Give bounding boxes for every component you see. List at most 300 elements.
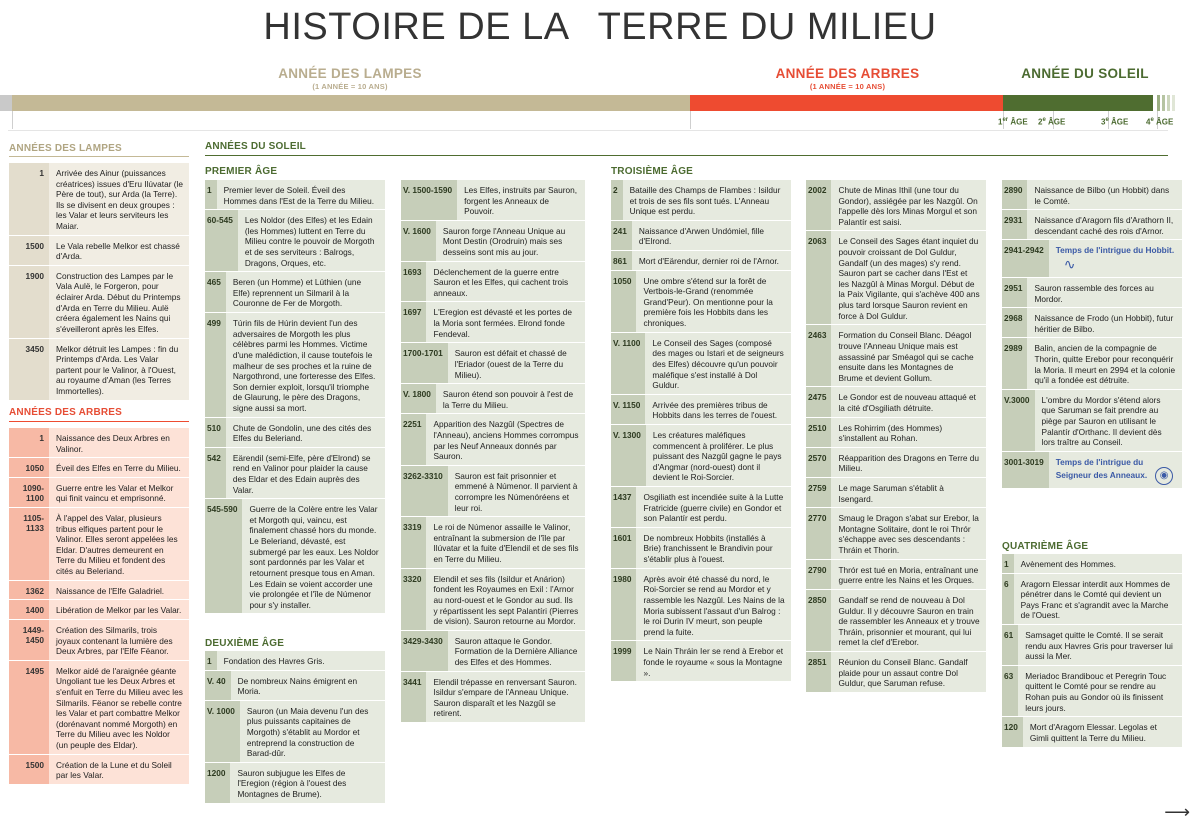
timeline-row [205, 651, 385, 671]
row-year: 2850 [806, 590, 831, 651]
timeline-row [806, 478, 986, 508]
row-year: 1362 [9, 581, 49, 600]
row-year: 1105-1133 [9, 508, 49, 580]
row-event [242, 499, 385, 613]
section-title-second-age: DEUXIÈME ÂGE [205, 638, 285, 649]
timeline-row [611, 425, 791, 487]
timeline-row [611, 221, 791, 251]
row-event [645, 395, 791, 424]
row-event [238, 210, 385, 271]
lamps-table [9, 163, 189, 401]
row-event-text: Mort d'Aragorn Elessar. Legolas et Gimli quittent la Terre du Milieu. [1029, 722, 1157, 743]
row-year: 1437 [611, 487, 636, 527]
row-year: 3320 [401, 569, 426, 630]
timeline-row [9, 600, 189, 620]
timeline-row [1002, 717, 1182, 747]
timeline-row [9, 581, 189, 601]
timeline-row [9, 236, 189, 266]
age-label-4: 4e ÂGE [1146, 117, 1174, 127]
trees-table [9, 428, 189, 785]
row-event [448, 631, 585, 671]
row-year: 1700-1701 [401, 343, 448, 383]
fourth-age-table [1002, 554, 1182, 748]
row-year: 1050 [611, 271, 636, 332]
row-event-text: Sauron rassemble des forces au Mordor. [1034, 282, 1154, 304]
row-event [831, 478, 986, 507]
timeline-row [1002, 240, 1182, 278]
row-year: 1980 [611, 569, 636, 641]
row-year: 241 [611, 221, 632, 250]
row-event-text: Apparition des Nazgûl (Spectres de l'Anneau), anciens Hommes corrompus par les Neuf Anneaux donnés par Sauron. [433, 419, 579, 462]
third-age-table-a [611, 180, 791, 682]
section-title-first-age: PREMIER ÂGE [205, 166, 278, 177]
timeline-row [9, 661, 189, 755]
timeline-row [401, 302, 585, 343]
row-event-text: Le roi de Númenor assaille le Valinor, entraînant la submersion de l'île par Ilúvatar et la fuite d'Elendil et de ses fils en Terre du Milieu. [433, 522, 579, 565]
row-event-text: Melkor aidé de l'araignée géante Ungoliant tue les Deux Arbres et s'enfuit en Terre du Milieu avec les Silmarils. Fëanor se rebelle contre les Valar et part combattre Melkor (dorénavant nommé Morgoth) en Terre du Milieu avec les Noldor (un peuple des Eldar). [56, 665, 183, 751]
timeline-row [1002, 308, 1182, 338]
row-year: V. 1600 [401, 221, 436, 261]
timeline-row [205, 763, 385, 804]
row-year: 542 [205, 448, 226, 498]
timeline-row [806, 560, 986, 590]
timeline-row [1002, 390, 1182, 452]
row-event [426, 302, 585, 342]
row-event [645, 333, 791, 394]
row-event [1014, 574, 1182, 624]
row-year: 2475 [806, 387, 831, 416]
row-year: 3429-3430 [401, 631, 448, 671]
row-event [217, 651, 385, 670]
row-event [448, 343, 585, 383]
row-event [1023, 717, 1182, 746]
row-year: V. 1300 [611, 425, 646, 486]
row-event [426, 517, 585, 567]
age-label-3: 3e ÂGE [1101, 117, 1129, 127]
section-title-lamps: ANNÉES DES LAMPES [9, 143, 122, 154]
row-year: 61 [1002, 625, 1018, 665]
row-event-text: Premier lever de Soleil. Éveil des Hommes dans l'Est de la Terre du Milieu. [223, 185, 375, 206]
row-event [646, 425, 791, 486]
timeline-row [401, 262, 585, 303]
row-year: 861 [611, 251, 632, 270]
timeline-tick [690, 111, 691, 129]
row-event-text: Réunion du Conseil Blanc. Gandalf plaide pour un assaut contre Dol Guldur, que Saruman refuse. [838, 656, 968, 689]
timeline-row [9, 163, 189, 236]
first-age-table [205, 180, 385, 614]
row-event-text: Samsaget quitte le Comté. Il se serait rendu aux Havres Gris pour traverser lui aussi la Mer. [1025, 630, 1173, 662]
row-year: V. 1500-1590 [401, 180, 457, 220]
row-event-text: Guerre de la Colère entre les Valar et Morgoth qui, vaincu, est finalement chassé hors du monde. Le Beleriand, dévasté, est submergé par les eaux. Les Noldor sont pardonnés par les Valar et retournent presque tous en Aman. Les Edain se voient accorder une vie prolongée et l'île de Númenor pour s'y installer. [249, 504, 379, 610]
row-event [623, 180, 791, 220]
row-year: 545-590 [205, 499, 242, 613]
row-event-text: Sauron (un Maia devenu l'un des plus puissants capitaines de Morgoth) s'établit au Mordor et entreprend la construction de Barad-dûr. [246, 705, 369, 759]
timeline-row [611, 569, 791, 642]
row-event [217, 180, 385, 209]
section-rule [9, 421, 189, 422]
timeline-row [401, 672, 585, 723]
row-event [831, 231, 986, 324]
row-year: 3262-3310 [401, 466, 448, 516]
row-event [457, 180, 585, 220]
row-year: 2931 [1002, 210, 1027, 239]
row-event [49, 236, 189, 265]
row-event-text: Naissance d'Arwen Undómiel, fille d'Elrond. [638, 225, 765, 247]
timeline-row [9, 755, 189, 785]
timeline-stripe [1157, 95, 1160, 111]
row-event-text: Les Noldor (des Elfes) et les Edain (les Hommes) luttent en Terre du Milieu contre le pouvoir de Morgoth et de ses serviteurs : Balrogs, Dragons, Orques, etc. [244, 215, 375, 268]
row-event-text: Le Conseil des Sages (composé des mages ou Istari et de seigneurs des Elfes) découvre qu'un pouvoir maléfique s'est installé à Dol Guldur. [652, 337, 784, 391]
row-event-text: Naissance de Bilbo (un Hobbit) dans le Comté. [1034, 185, 1170, 206]
row-event-text: Melkor détruit les Lampes : fin du Printemps d'Arda. Les Valar partent pour le Valinor, à l'Ouest, au royaume d'Aman (les Terres Immortelles). [56, 343, 179, 396]
row-year: 1 [9, 163, 49, 235]
row-event-text: Aragorn Elessar interdit aux Hommes de pénétrer dans le Comté qui devient un Pays Franc et s'agrandit avec la Marche de l'Ouest. [1020, 578, 1171, 621]
timeline-stripe [1162, 95, 1165, 111]
timeline-row [205, 448, 385, 499]
row-event-text: Fondation des Havres Gris. [223, 656, 325, 666]
row-event-text: Temps de l'intrigue du Seigneur des Anneaux. [1055, 456, 1148, 481]
row-event-text: Chute de Gondolin, une des cités des Elfes du Beleriand. [232, 422, 372, 444]
row-year: 2 [611, 180, 623, 220]
timeline-row [611, 333, 791, 395]
era-trees-sub: (1 ANNÉE = 10 ANS) [809, 82, 886, 91]
divider [8, 130, 1168, 131]
row-event [632, 221, 791, 250]
row-event-text: L'ombre du Mordor s'étend alors que Saruman se fait prendre au piège par Sauron en utilisant le Palantír d'Orthanc. Il devient dès lors traître au Conseil. [1041, 394, 1162, 448]
row-event-text: Meriadoc Brandibouc et Peregrin Touc quittent le Comté pour se rendre au Rohan puis au Gondor où ils finissent leurs jours. [1025, 670, 1167, 713]
row-event [49, 581, 189, 600]
timeline-row [205, 210, 385, 272]
row-event [1035, 390, 1182, 451]
timeline-bar-lamps [12, 95, 690, 111]
row-event [426, 672, 585, 722]
row-event [1018, 666, 1182, 716]
row-event [1049, 240, 1182, 277]
section-title-third-age: TROISIÈME ÂGE [611, 166, 694, 177]
row-event [831, 560, 986, 589]
era-sun-header [1005, 66, 1165, 81]
row-event-text: Le Gondor est de nouveau attaqué et la cité d'Osgiliath détruite. [838, 392, 976, 413]
timeline-row [1002, 338, 1182, 389]
era-sun-name: ANNÉE DU SOLEIL [1021, 66, 1149, 81]
row-event [1018, 625, 1182, 665]
row-event-text: Après avoir été chassé du nord, le Roi-Sorcier se rend au Mordor et y rassemble les Nazgûl. Les Nains de la Moria subissent l'assaut d'un Balrog : le roi Durin IV meurt, son peuple prend la fuite. [643, 573, 785, 637]
row-year: 1 [9, 428, 49, 457]
row-event [49, 600, 189, 619]
row-event-text: Smaug le Dragon s'abat sur Erebor, la Montagne Solitaire, dont le roi Thrór s'échappe avec ses descendants : Thráin et Thorin. [838, 513, 979, 556]
row-year: 120 [1002, 717, 1023, 746]
section-title-trees: ANNÉES DES ARBRES [9, 407, 123, 418]
row-event-text: Le Nain Thráin Ier se rend à Erebor et fonde le royaume « sous la Montagne ». [643, 646, 784, 678]
section-rule [9, 156, 189, 157]
row-event [831, 590, 986, 651]
row-year: 1 [205, 651, 217, 670]
row-event-text: Avènement des Hommes. [1020, 559, 1116, 569]
age-label-2: 2e ÂGE [1038, 117, 1066, 127]
row-event-text: Libération de Melkor par les Valar. [56, 605, 182, 616]
row-event [831, 325, 986, 386]
row-event [1027, 308, 1182, 337]
row-year: 2770 [806, 508, 831, 558]
timeline-row [806, 448, 986, 478]
timeline-row [806, 180, 986, 231]
row-year: 63 [1002, 666, 1018, 716]
row-event [49, 508, 189, 580]
row-year: 1495 [9, 661, 49, 754]
row-year: 2759 [806, 478, 831, 507]
row-event-text: Formation du Conseil Blanc. Déagol trouve l'Anneau Unique mais est assassiné par Sméagol qui se cache ensuite dans les Montagnes de Brume et devient Gollum. [838, 330, 974, 383]
row-event [49, 458, 189, 477]
row-event [226, 272, 385, 312]
row-event-text: Création des Silmarils, trois joyaux contenant la lumière des Deux Arbres, par l'Elfe Fëanor. [56, 624, 173, 657]
timeline-row [1002, 210, 1182, 240]
timeline-bar-sun [1003, 95, 1153, 111]
row-year: 1200 [205, 763, 230, 803]
row-event-text: Sauron est défait et chassé de l'Eriador (ouest de la Terre du Milieu). [454, 348, 567, 380]
row-event-text: Le mage Saruman s'établit à Isengard. [838, 483, 944, 504]
row-event-text: Sauron subjugue les Elfes de l'Eregion (région à l'ouest des Montagnes de Brume). [237, 767, 347, 800]
row-year: 1601 [611, 528, 636, 568]
row-event-text: De nombreux Nains émigrent en Moria. [237, 675, 358, 697]
timeline-row [9, 620, 189, 661]
row-event [49, 755, 189, 784]
row-year: V. 1000 [205, 701, 240, 762]
row-year: 1900 [9, 266, 49, 338]
row-event [226, 418, 385, 447]
row-year: 1999 [611, 641, 636, 681]
row-event [49, 428, 189, 457]
row-event [831, 387, 986, 416]
row-event-text: Sauron est fait prisonnier et emmené à Númenor. Il parvient à corrompre les Númenóréens et leur roi. [454, 470, 578, 513]
timeline-row [401, 414, 585, 465]
timeline-row [1002, 625, 1182, 666]
timeline-bar-pre [0, 95, 12, 111]
row-event-text: Elendil trépasse en renversant Sauron. Isildur s'empare de l'Anneau Unique. Sauron disparaît et les Nazgûl se retirent. [433, 676, 577, 719]
timeline-row [205, 418, 385, 448]
row-event [49, 266, 189, 338]
timeline-row [9, 508, 189, 581]
row-event [426, 569, 585, 630]
row-event [636, 528, 791, 568]
timeline-row [611, 641, 791, 682]
row-event-text: Thrór est tué en Moria, entraînant une guerre entre les Nains et les Orques. [838, 564, 979, 586]
row-event-text: Chute de Minas Ithil (une tour du Gondor), assiégée par les Nazgûl. On l'appelle dès lors Minas Morgul et son Palantír est saisi. [838, 185, 978, 227]
row-event-text: Eärendil (semi-Elfe, père d'Elrond) se rend en Valinor pour plaider la cause des Eldar et des Edain auprès des Valar. [232, 452, 371, 495]
row-year: 1697 [401, 302, 426, 342]
timeline-row [9, 458, 189, 478]
timeline-row [806, 590, 986, 652]
row-event [1027, 338, 1182, 388]
row-event-text: Beren (un Homme) et Lúthien (une Elfe) reprennent un Silmaril à la Couronne de Fer de Morgoth. [232, 277, 362, 309]
row-event [1014, 554, 1182, 573]
timeline-bar-trees [690, 95, 1003, 111]
row-event-text: Les Rohirrim (des Hommes) s'installent au Rohan. [838, 422, 943, 444]
row-year: 2251 [401, 414, 426, 464]
row-event-text: Création de la Lune et du Soleil par les Valar. [56, 759, 172, 781]
row-event [240, 701, 385, 762]
timeline-row [401, 517, 585, 568]
third-age-table-b [806, 180, 986, 693]
row-event-text: Túrin fils de Húrin devient l'un des adversaires de Morgoth les plus célèbres parmi les Hommes. Victime d'une malédiction, il cause toutefois le malheur de ses proches et la ruine de Nargothrond, une forteresse des Elfes. Son dernier exploit, lorsqu'il triomphe de Glaurung, le père des Dragons, signe aussi sa mort. [232, 318, 376, 413]
row-year: V. 1150 [611, 395, 645, 424]
row-event [1027, 278, 1182, 307]
timeline-row [205, 701, 385, 763]
timeline-row [806, 231, 986, 325]
timeline-row [1002, 666, 1182, 717]
timeline-row [401, 180, 585, 221]
timeline-row [611, 251, 791, 271]
row-event [226, 313, 385, 416]
timeline-row [611, 271, 791, 333]
timeline-row [9, 339, 189, 401]
row-year: 1 [205, 180, 217, 209]
timeline-row [9, 266, 189, 339]
row-event [831, 508, 986, 558]
row-event [831, 448, 986, 477]
row-year: 3450 [9, 339, 49, 400]
timeline-row [611, 180, 791, 221]
row-year: 60-545 [205, 210, 238, 271]
row-year: 2951 [1002, 278, 1027, 307]
row-event [49, 620, 189, 660]
timeline-stripe [1172, 95, 1175, 111]
timeline-row [611, 487, 791, 528]
timeline-row [611, 528, 791, 569]
row-event-text: Une ombre s'étend sur la forêt de Vertbois-le-Grand (renommée Grand'Peur). On mentionne pour la première fois les Hobbits dans les chroniques. [643, 275, 773, 329]
row-event [831, 180, 986, 230]
row-year: 2463 [806, 325, 831, 386]
timeline-row [401, 221, 585, 262]
row-year: 1400 [9, 600, 49, 619]
row-event [1049, 452, 1182, 489]
row-year: V.3000 [1002, 390, 1035, 451]
row-year: 3319 [401, 517, 426, 567]
row-event [636, 487, 791, 527]
timeline-row [1002, 180, 1182, 210]
row-event [448, 466, 585, 516]
row-year: V. 40 [205, 671, 231, 700]
row-event-text: De nombreux Hobbits (installés à Brie) franchissent le Brandivin pour s'établir plus à l'ouest. [643, 532, 773, 565]
row-year: 2941-2942 [1002, 240, 1049, 277]
page-title [0, 6, 1200, 49]
section-title-fourth-age: QUATRIÈME ÂGE [1002, 541, 1089, 552]
title-part-2: TERRE DU MILIEU [597, 6, 937, 48]
row-event-text: Arrivée des premières tribus de Hobbits dans les terres de l'ouest. [652, 399, 778, 421]
timeline-row [205, 671, 385, 701]
row-year: 1 [1002, 554, 1014, 573]
era-trees-name: ANNÉE DES ARBRES [775, 66, 920, 81]
row-event [231, 671, 385, 700]
row-event-text: Les Elfes, instruits par Sauron, forgent les Anneaux de Pouvoir. [464, 185, 578, 217]
timeline-row [1002, 574, 1182, 625]
row-event-text: Temps de l'intrigue du Hobbit. [1055, 245, 1175, 256]
row-event-text: Naissance des Deux Arbres en Valinor. [56, 433, 170, 454]
timeline-row [1002, 278, 1182, 308]
timeline-row [401, 384, 585, 414]
row-year: 3001-3019 [1002, 452, 1049, 489]
row-year: 2790 [806, 560, 831, 589]
row-event [49, 339, 189, 400]
row-year: 499 [205, 313, 226, 416]
timeline-row [205, 499, 385, 614]
row-event [1027, 210, 1182, 239]
timeline-row [205, 180, 385, 210]
row-year: V. 1800 [401, 384, 436, 413]
row-event-text: Guerre entre les Valar et Melkor qui finit vaincu et emprisonné. [56, 482, 174, 504]
row-event-text: Sauron attaque le Gondor. Formation de la Dernière Alliance des Elfes et des Hommes. [454, 635, 578, 667]
row-event [49, 478, 189, 507]
section-rule [205, 155, 1168, 156]
row-year: 2968 [1002, 308, 1027, 337]
row-event-text: Naissance de l'Elfe Galadriel. [56, 585, 165, 596]
timeline-row [806, 508, 986, 559]
row-event-text: Éveil des Elfes en Terre du Milieu. [56, 463, 181, 474]
row-event-text: Osgiliath est incendiée suite à la Lutte Fratricide (guerre civile) en Gondor et son Palantír est perdu. [643, 492, 784, 524]
row-event [636, 641, 791, 681]
row-year: 1500 [9, 755, 49, 784]
timeline-row [1002, 554, 1182, 574]
era-lamps-sub: (1 ANNÉE = 10 ANS) [312, 82, 388, 91]
row-event [636, 271, 791, 332]
row-event [426, 262, 585, 302]
timeline-row [9, 478, 189, 508]
row-event [230, 763, 385, 803]
row-year: 1090-1100 [9, 478, 49, 507]
row-event-text: Construction des Lampes par le Vala Aulë, le Forgeron, pour éclairer Arda. Début du Printemps d'Arda en Terre du Milieu. Aulë créera également les Nains qui s'éveilleront après les Elfes. [56, 270, 181, 334]
row-year: 2510 [806, 418, 831, 447]
row-event-text: Sauron forge l'Anneau Unique au Mont Destin (Orodruin) mais ses desseins sont mis au jour. [442, 225, 566, 258]
row-event [226, 448, 385, 498]
timeline-row [806, 325, 986, 387]
row-year: 510 [205, 418, 226, 447]
row-year: 1500 [9, 236, 49, 265]
next-page-arrow-icon[interactable]: ⟶ [1164, 802, 1190, 822]
row-event-text: Balin, ancien de la compagnie de Thorin, quitte Erebor pour reconquérir la Moria. Il meurt en 2994 et la colonie qu'il a fondée est détruite. [1034, 343, 1176, 386]
row-year: 1050 [9, 458, 49, 477]
row-event-text: À l'appel des Valar, plusieurs tribus elfiques partent pour le Valinor. Elles seront appelées les Eldar. D'autres demeurent en Terre du Milieu et fondent des cités au Beleriand. [56, 513, 178, 577]
timeline-tick [12, 111, 13, 129]
timeline-stripe [1167, 95, 1170, 111]
row-event-text: Bataille des Champs de Flambes : Isildur et trois de ses fils sont tués. L'Anneau Unique est perdu. [629, 185, 781, 217]
row-year: 2570 [806, 448, 831, 477]
row-event-text: Gandalf se rend de nouveau à Dol Guldur. Il y découvre Sauron en train de rassembler les Anneaux et y trouve Thráin, prisonnier et mourant, qui lui remet la clef d'Erebor. [838, 594, 980, 648]
timeline-row [1002, 452, 1182, 490]
era-trees-header [740, 66, 955, 91]
row-event [49, 661, 189, 754]
eye-seal-icon: ◉ [1155, 467, 1173, 485]
row-year: 2002 [806, 180, 831, 230]
row-year: 6 [1002, 574, 1014, 624]
row-event [436, 221, 585, 261]
timeline-row [401, 343, 585, 384]
row-event-text: Réapparition des Dragons en Terre du Milieu. [838, 452, 979, 474]
row-event [831, 652, 986, 692]
row-event-text: Déclenchement de la guerre entre Sauron et les Elfes, qui cachent trois anneaux. [433, 266, 569, 298]
age-label-1: 1er ÂGE [998, 117, 1028, 127]
row-year: 3441 [401, 672, 426, 722]
row-event [1027, 180, 1182, 209]
row-event-text: L'Eregion est dévasté et les portes de la Moria sont fermées. Elrond fonde Fendeval. [433, 307, 573, 339]
second-age-table-a [205, 651, 385, 804]
row-event-text: Le Conseil des Sages étant inquiet du pouvoir croissant de Dol Guldur, Gandalf (un des mages) s'y rend. Sauron part se cacher dans l'Est et les Nazgûl à Minas Morgul. Début de la Paix Vigilante, qui s'achève 400 ans plus tard lorsque Sauron revient en force à Dol Guldur. [838, 236, 980, 321]
row-event-text: Naissance d'Aragorn fils d'Arathorn II, descendant caché des rois d'Arnor. [1034, 215, 1174, 236]
row-event [436, 384, 585, 413]
row-year: V. 1100 [611, 333, 645, 394]
era-lamps-name: ANNÉE DES LAMPES [278, 66, 422, 81]
title-part-1: HISTOIRE DE LA [263, 6, 570, 48]
era-lamps-header [200, 66, 500, 91]
row-event-text: Elendil et ses fils (Isildur et Anárion) fondent les Royaumes en Exil : l'Arnor au nord-ouest et le Gondor au sud. Ils y répartissent les sept Palantíri (Pierres de vision). Sauron retourne au Mordor. [433, 573, 579, 627]
